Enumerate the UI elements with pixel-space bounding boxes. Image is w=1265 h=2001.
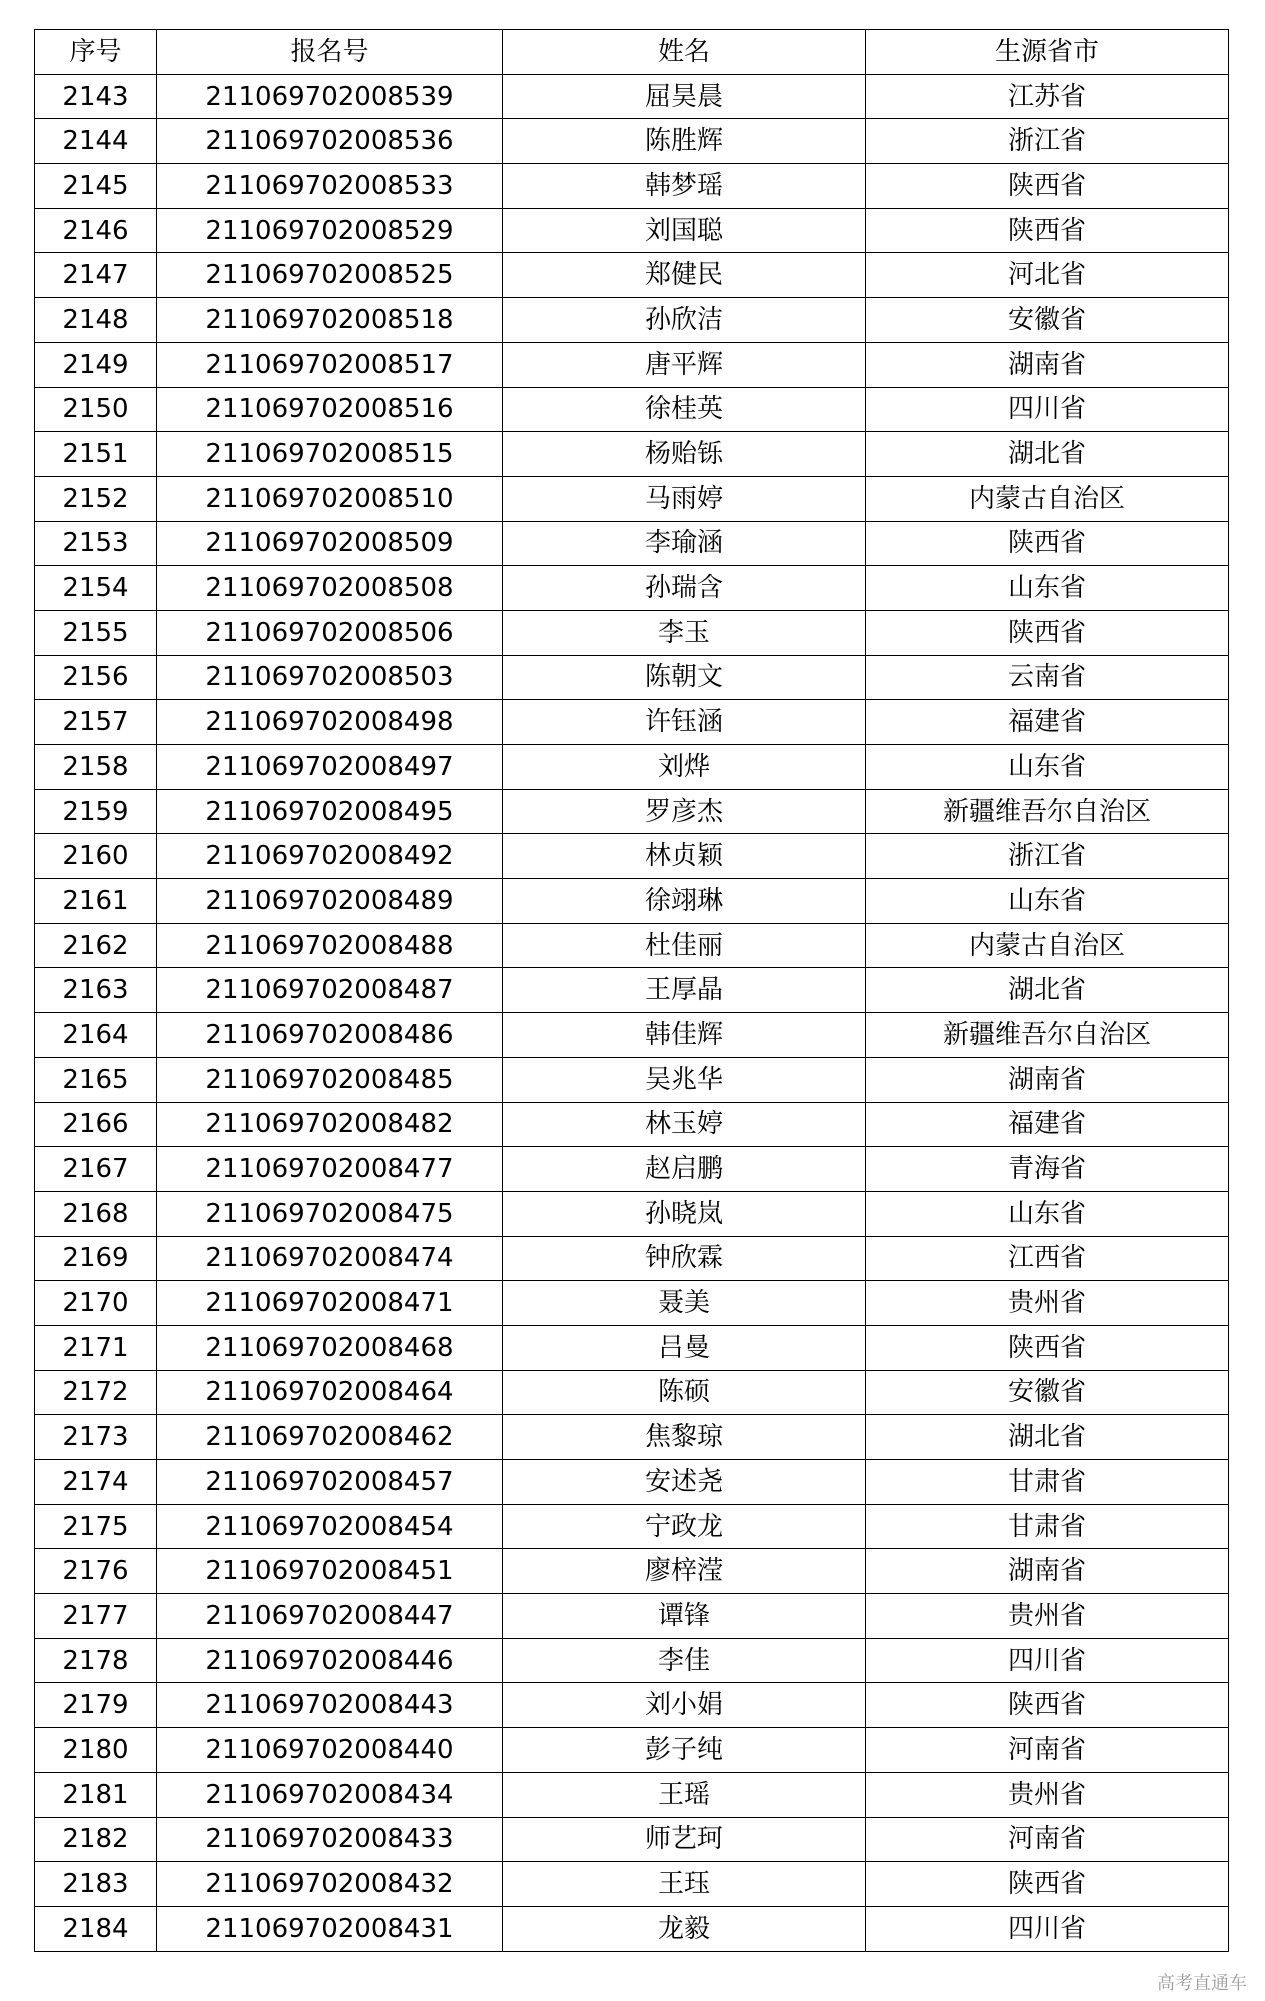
- table-row: [35, 298, 1229, 343]
- cell-registration-number: 211069702008485: [157, 1057, 503, 1102]
- table-row: [35, 1817, 1229, 1862]
- cell-registration-number: 211069702008529: [157, 208, 503, 253]
- cell-name: 唐平辉: [503, 342, 866, 387]
- cell-serial-number: 2162: [35, 923, 157, 968]
- cell-serial-number: 2149: [35, 342, 157, 387]
- cell-province: 陕西省: [866, 610, 1229, 655]
- cell-serial-number: 2169: [35, 1236, 157, 1281]
- cell-name: 聂美: [503, 1281, 866, 1326]
- cell-name: 焦黎琼: [503, 1415, 866, 1460]
- cell-province: 江西省: [866, 1236, 1229, 1281]
- table-row: [35, 566, 1229, 611]
- table-row: [35, 476, 1229, 521]
- cell-serial-number: 2159: [35, 789, 157, 834]
- cell-serial-number: 2171: [35, 1325, 157, 1370]
- cell-name: 李玉: [503, 610, 866, 655]
- table-row: [35, 342, 1229, 387]
- cell-name: 李佳: [503, 1638, 866, 1683]
- cell-serial-number: 2166: [35, 1102, 157, 1147]
- cell-registration-number: 211069702008498: [157, 700, 503, 745]
- table-header-row: [35, 30, 1229, 75]
- cell-serial-number: 2147: [35, 253, 157, 298]
- cell-province: 安徽省: [866, 1370, 1229, 1415]
- cell-province: 山东省: [866, 745, 1229, 790]
- cell-name: 林玉婷: [503, 1102, 866, 1147]
- cell-name: 马雨婷: [503, 476, 866, 521]
- header-serial-number: 序号: [35, 30, 157, 75]
- cell-serial-number: 2177: [35, 1594, 157, 1639]
- cell-registration-number: 211069702008447: [157, 1594, 503, 1639]
- cell-serial-number: 2143: [35, 74, 157, 119]
- cell-serial-number: 2181: [35, 1772, 157, 1817]
- cell-name: 郑健民: [503, 253, 866, 298]
- cell-registration-number: 211069702008431: [157, 1906, 503, 1951]
- cell-registration-number: 211069702008464: [157, 1370, 503, 1415]
- cell-serial-number: 2160: [35, 834, 157, 879]
- cell-province: 甘肃省: [866, 1460, 1229, 1505]
- cell-name: 许钰涵: [503, 700, 866, 745]
- cell-registration-number: 211069702008474: [157, 1236, 503, 1281]
- table-row: [35, 1370, 1229, 1415]
- cell-serial-number: 2155: [35, 610, 157, 655]
- header-name: 姓名: [503, 30, 866, 75]
- cell-registration-number: 211069702008525: [157, 253, 503, 298]
- cell-name: 徐翊琳: [503, 879, 866, 924]
- cell-registration-number: 211069702008457: [157, 1460, 503, 1505]
- cell-name: 刘烨: [503, 745, 866, 790]
- cell-registration-number: 211069702008517: [157, 342, 503, 387]
- cell-province: 江苏省: [866, 74, 1229, 119]
- table-row: [35, 1102, 1229, 1147]
- cell-name: 廖梓滢: [503, 1549, 866, 1594]
- cell-name: 韩佳辉: [503, 1013, 866, 1058]
- table-row: [35, 789, 1229, 834]
- cell-serial-number: 2158: [35, 745, 157, 790]
- cell-province: 山东省: [866, 566, 1229, 611]
- cell-registration-number: 211069702008475: [157, 1191, 503, 1236]
- cell-province: 湖北省: [866, 432, 1229, 477]
- cell-name: 孙瑞含: [503, 566, 866, 611]
- table-row: [35, 1638, 1229, 1683]
- table-row: [35, 1325, 1229, 1370]
- cell-province: 河南省: [866, 1817, 1229, 1862]
- cell-province: 福建省: [866, 700, 1229, 745]
- cell-registration-number: 211069702008506: [157, 610, 503, 655]
- cell-province: 山东省: [866, 1191, 1229, 1236]
- cell-name: 林贞颖: [503, 834, 866, 879]
- cell-province: 山东省: [866, 879, 1229, 924]
- cell-serial-number: 2152: [35, 476, 157, 521]
- cell-serial-number: 2163: [35, 968, 157, 1013]
- cell-name: 王珏: [503, 1862, 866, 1907]
- cell-registration-number: 211069702008433: [157, 1817, 503, 1862]
- table-row: [35, 879, 1229, 924]
- cell-name: 安述尧: [503, 1460, 866, 1505]
- cell-name: 屈昊晨: [503, 74, 866, 119]
- cell-province: 云南省: [866, 655, 1229, 700]
- cell-name: 陈胜辉: [503, 119, 866, 164]
- table-row: [35, 1013, 1229, 1058]
- cell-name: 宁政龙: [503, 1504, 866, 1549]
- table-body: [35, 74, 1229, 1951]
- cell-province: 湖北省: [866, 1415, 1229, 1460]
- cell-name: 赵启鹏: [503, 1147, 866, 1192]
- cell-province: 贵州省: [866, 1772, 1229, 1817]
- cell-province: 新疆维吾尔自治区: [866, 1013, 1229, 1058]
- cell-province: 湖南省: [866, 1057, 1229, 1102]
- table-row: [35, 1281, 1229, 1326]
- cell-province: 安徽省: [866, 298, 1229, 343]
- cell-serial-number: 2150: [35, 387, 157, 432]
- table-row: [35, 745, 1229, 790]
- table-row: [35, 923, 1229, 968]
- cell-serial-number: 2175: [35, 1504, 157, 1549]
- cell-name: 李瑜涵: [503, 521, 866, 566]
- cell-province: 湖南省: [866, 342, 1229, 387]
- cell-serial-number: 2161: [35, 879, 157, 924]
- cell-registration-number: 211069702008536: [157, 119, 503, 164]
- table-row: [35, 1236, 1229, 1281]
- cell-serial-number: 2170: [35, 1281, 157, 1326]
- cell-name: 刘国聪: [503, 208, 866, 253]
- cell-registration-number: 211069702008497: [157, 745, 503, 790]
- table-row: [35, 1772, 1229, 1817]
- cell-serial-number: 2165: [35, 1057, 157, 1102]
- cell-registration-number: 211069702008471: [157, 1281, 503, 1326]
- cell-registration-number: 211069702008440: [157, 1728, 503, 1773]
- cell-province: 陕西省: [866, 1325, 1229, 1370]
- cell-name: 钟欣霖: [503, 1236, 866, 1281]
- cell-name: 杨贻铄: [503, 432, 866, 477]
- table-row: [35, 700, 1229, 745]
- table-row: [35, 521, 1229, 566]
- cell-registration-number: 211069702008515: [157, 432, 503, 477]
- cell-name: 彭子纯: [503, 1728, 866, 1773]
- cell-serial-number: 2183: [35, 1862, 157, 1907]
- cell-province: 贵州省: [866, 1281, 1229, 1326]
- table-row: [35, 968, 1229, 1013]
- cell-serial-number: 2167: [35, 1147, 157, 1192]
- cell-name: 罗彦杰: [503, 789, 866, 834]
- cell-province: 河南省: [866, 1728, 1229, 1773]
- cell-province: 青海省: [866, 1147, 1229, 1192]
- cell-registration-number: 211069702008477: [157, 1147, 503, 1192]
- table-row: [35, 1683, 1229, 1728]
- table-row: [35, 1906, 1229, 1951]
- cell-name: 杜佳丽: [503, 923, 866, 968]
- cell-name: 刘小娟: [503, 1683, 866, 1728]
- cell-serial-number: 2182: [35, 1817, 157, 1862]
- table-row: [35, 253, 1229, 298]
- cell-province: 浙江省: [866, 119, 1229, 164]
- cell-serial-number: 2154: [35, 566, 157, 611]
- cell-serial-number: 2146: [35, 208, 157, 253]
- cell-province: 新疆维吾尔自治区: [866, 789, 1229, 834]
- table-row: [35, 1504, 1229, 1549]
- table-row: [35, 1191, 1229, 1236]
- cell-province: 陕西省: [866, 208, 1229, 253]
- cell-province: 湖南省: [866, 1549, 1229, 1594]
- table-row: [35, 1147, 1229, 1192]
- table-row: [35, 432, 1229, 477]
- cell-name: 王厚晶: [503, 968, 866, 1013]
- cell-province: 甘肃省: [866, 1504, 1229, 1549]
- cell-serial-number: 2172: [35, 1370, 157, 1415]
- cell-serial-number: 2156: [35, 655, 157, 700]
- cell-name: 师艺珂: [503, 1817, 866, 1862]
- watermark-text: 高考直通车: [1157, 1973, 1247, 1994]
- table-row: [35, 1415, 1229, 1460]
- table-row: [35, 119, 1229, 164]
- cell-serial-number: 2180: [35, 1728, 157, 1773]
- cell-registration-number: 211069702008443: [157, 1683, 503, 1728]
- cell-serial-number: 2168: [35, 1191, 157, 1236]
- cell-registration-number: 211069702008510: [157, 476, 503, 521]
- cell-registration-number: 211069702008432: [157, 1862, 503, 1907]
- cell-serial-number: 2176: [35, 1549, 157, 1594]
- cell-registration-number: 211069702008486: [157, 1013, 503, 1058]
- cell-serial-number: 2144: [35, 119, 157, 164]
- cell-serial-number: 2157: [35, 700, 157, 745]
- cell-registration-number: 211069702008482: [157, 1102, 503, 1147]
- cell-name: 韩梦瑶: [503, 164, 866, 209]
- cell-registration-number: 211069702008518: [157, 298, 503, 343]
- table-row: [35, 208, 1229, 253]
- cell-registration-number: 211069702008462: [157, 1415, 503, 1460]
- cell-serial-number: 2178: [35, 1638, 157, 1683]
- cell-province: 内蒙古自治区: [866, 476, 1229, 521]
- table-row: [35, 1549, 1229, 1594]
- cell-serial-number: 2164: [35, 1013, 157, 1058]
- cell-registration-number: 211069702008495: [157, 789, 503, 834]
- cell-province: 内蒙古自治区: [866, 923, 1229, 968]
- cell-name: 龙毅: [503, 1906, 866, 1951]
- cell-name: 陈硕: [503, 1370, 866, 1415]
- cell-name: 吕曼: [503, 1325, 866, 1370]
- cell-registration-number: 211069702008509: [157, 521, 503, 566]
- cell-serial-number: 2179: [35, 1683, 157, 1728]
- header-registration-number: 报名号: [157, 30, 503, 75]
- cell-registration-number: 211069702008487: [157, 968, 503, 1013]
- cell-name: 谭锋: [503, 1594, 866, 1639]
- table-row: [35, 834, 1229, 879]
- cell-province: 河北省: [866, 253, 1229, 298]
- admission-list-table: [34, 29, 1229, 1952]
- cell-name: 孙欣洁: [503, 298, 866, 343]
- cell-registration-number: 211069702008488: [157, 923, 503, 968]
- table-row: [35, 610, 1229, 655]
- cell-name: 王瑶: [503, 1772, 866, 1817]
- table-row: [35, 1862, 1229, 1907]
- cell-registration-number: 211069702008508: [157, 566, 503, 611]
- cell-registration-number: 211069702008446: [157, 1638, 503, 1683]
- cell-registration-number: 211069702008503: [157, 655, 503, 700]
- cell-name: 吴兆华: [503, 1057, 866, 1102]
- cell-province: 四川省: [866, 387, 1229, 432]
- cell-registration-number: 211069702008468: [157, 1325, 503, 1370]
- cell-province: 陕西省: [866, 1862, 1229, 1907]
- cell-registration-number: 211069702008454: [157, 1504, 503, 1549]
- cell-name: 孙晓岚: [503, 1191, 866, 1236]
- cell-serial-number: 2151: [35, 432, 157, 477]
- cell-registration-number: 211069702008434: [157, 1772, 503, 1817]
- table-row: [35, 164, 1229, 209]
- cell-registration-number: 211069702008451: [157, 1549, 503, 1594]
- cell-registration-number: 211069702008489: [157, 879, 503, 924]
- table-row: [35, 1057, 1229, 1102]
- cell-registration-number: 211069702008516: [157, 387, 503, 432]
- cell-province: 陕西省: [866, 1683, 1229, 1728]
- cell-province: 四川省: [866, 1906, 1229, 1951]
- table-row: [35, 1728, 1229, 1773]
- cell-serial-number: 2173: [35, 1415, 157, 1460]
- cell-serial-number: 2174: [35, 1460, 157, 1505]
- cell-serial-number: 2148: [35, 298, 157, 343]
- table-row: [35, 1460, 1229, 1505]
- cell-serial-number: 2153: [35, 521, 157, 566]
- cell-province: 贵州省: [866, 1594, 1229, 1639]
- table-row: [35, 655, 1229, 700]
- cell-registration-number: 211069702008492: [157, 834, 503, 879]
- cell-province: 浙江省: [866, 834, 1229, 879]
- cell-serial-number: 2145: [35, 164, 157, 209]
- cell-registration-number: 211069702008533: [157, 164, 503, 209]
- cell-province: 福建省: [866, 1102, 1229, 1147]
- cell-registration-number: 211069702008539: [157, 74, 503, 119]
- header-province: 生源省市: [866, 30, 1229, 75]
- cell-name: 陈朝文: [503, 655, 866, 700]
- table-row: [35, 387, 1229, 432]
- cell-province: 陕西省: [866, 521, 1229, 566]
- table-row: [35, 1594, 1229, 1639]
- cell-serial-number: 2184: [35, 1906, 157, 1951]
- cell-name: 徐桂英: [503, 387, 866, 432]
- cell-province: 四川省: [866, 1638, 1229, 1683]
- table-row: [35, 74, 1229, 119]
- cell-province: 陕西省: [866, 164, 1229, 209]
- cell-province: 湖北省: [866, 968, 1229, 1013]
